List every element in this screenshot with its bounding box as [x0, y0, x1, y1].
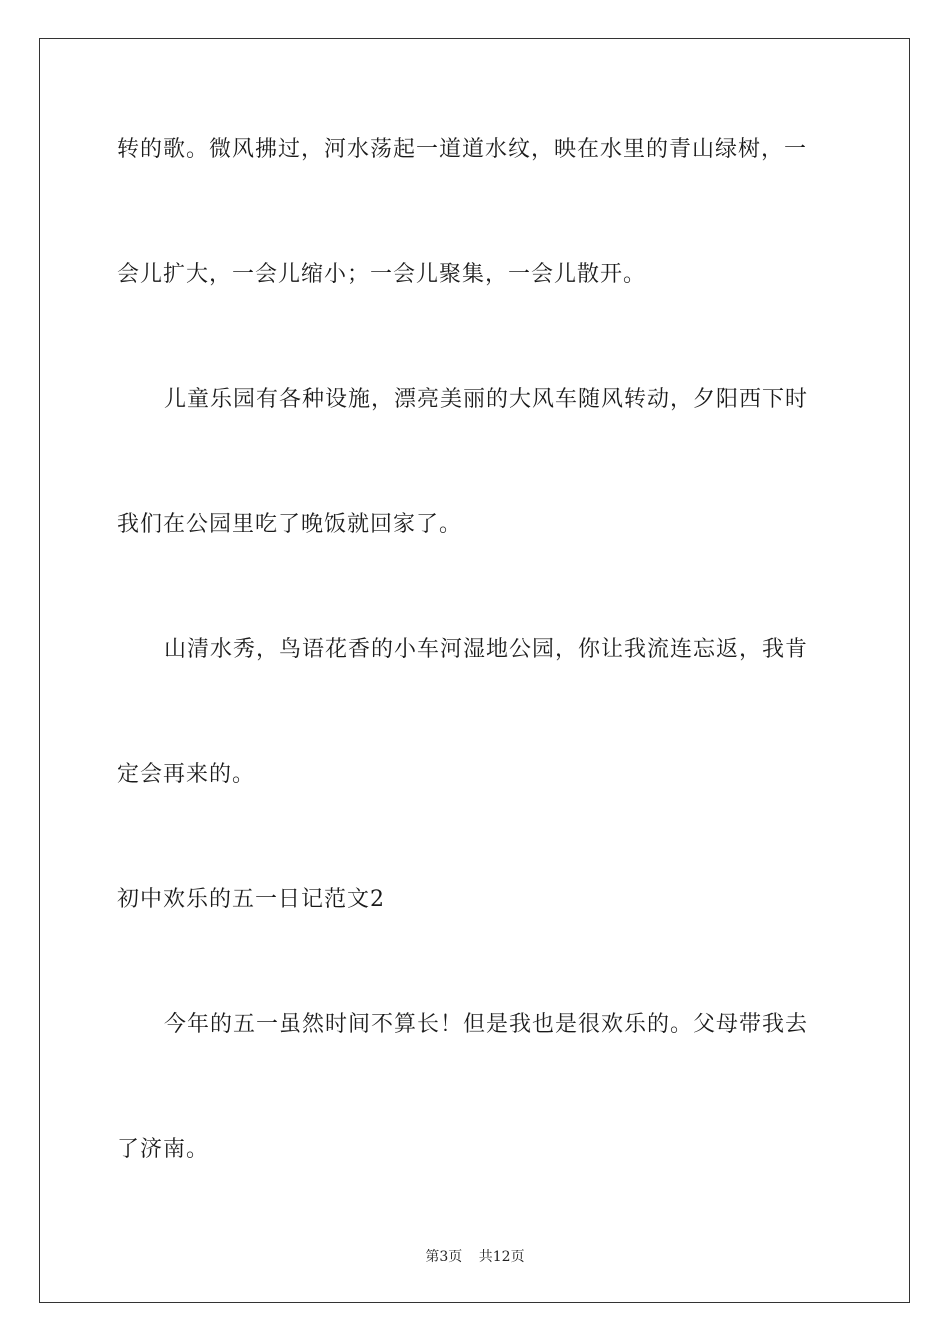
paragraph-line: 我们在公园里吃了晚饭就回家了。 [117, 512, 463, 537]
paragraph-line: 儿童乐园有各种设施，漂亮美丽的大风车随风转动，夕阳西下时 [164, 387, 809, 412]
paragraph-line: 了济南。 [117, 1137, 210, 1162]
paragraph-line: 会儿扩大，一会儿缩小；一会儿聚集，一会儿散开。 [117, 262, 647, 287]
paragraph-line: 定会再来的。 [117, 762, 256, 787]
page-frame [39, 38, 910, 1303]
page-total: 共12页 [478, 1249, 525, 1265]
page-footer [0, 1248, 950, 1266]
paragraph-line: 今年的五一虽然时间不算长！但是我也是很欢乐的。父母带我去 [164, 1012, 809, 1037]
paragraph-line: 转的歌。微风拂过，河水荡起一道道水纹，映在水里的青山绿树，一 [117, 137, 808, 162]
paragraph-line: 山清水秀，鸟语花香的小车河湿地公园，你让我流连忘返，我肯 [164, 637, 809, 662]
page-number: 第3页 [425, 1249, 463, 1265]
section-heading: 初中欢乐的五一日记范文2 [117, 887, 385, 912]
